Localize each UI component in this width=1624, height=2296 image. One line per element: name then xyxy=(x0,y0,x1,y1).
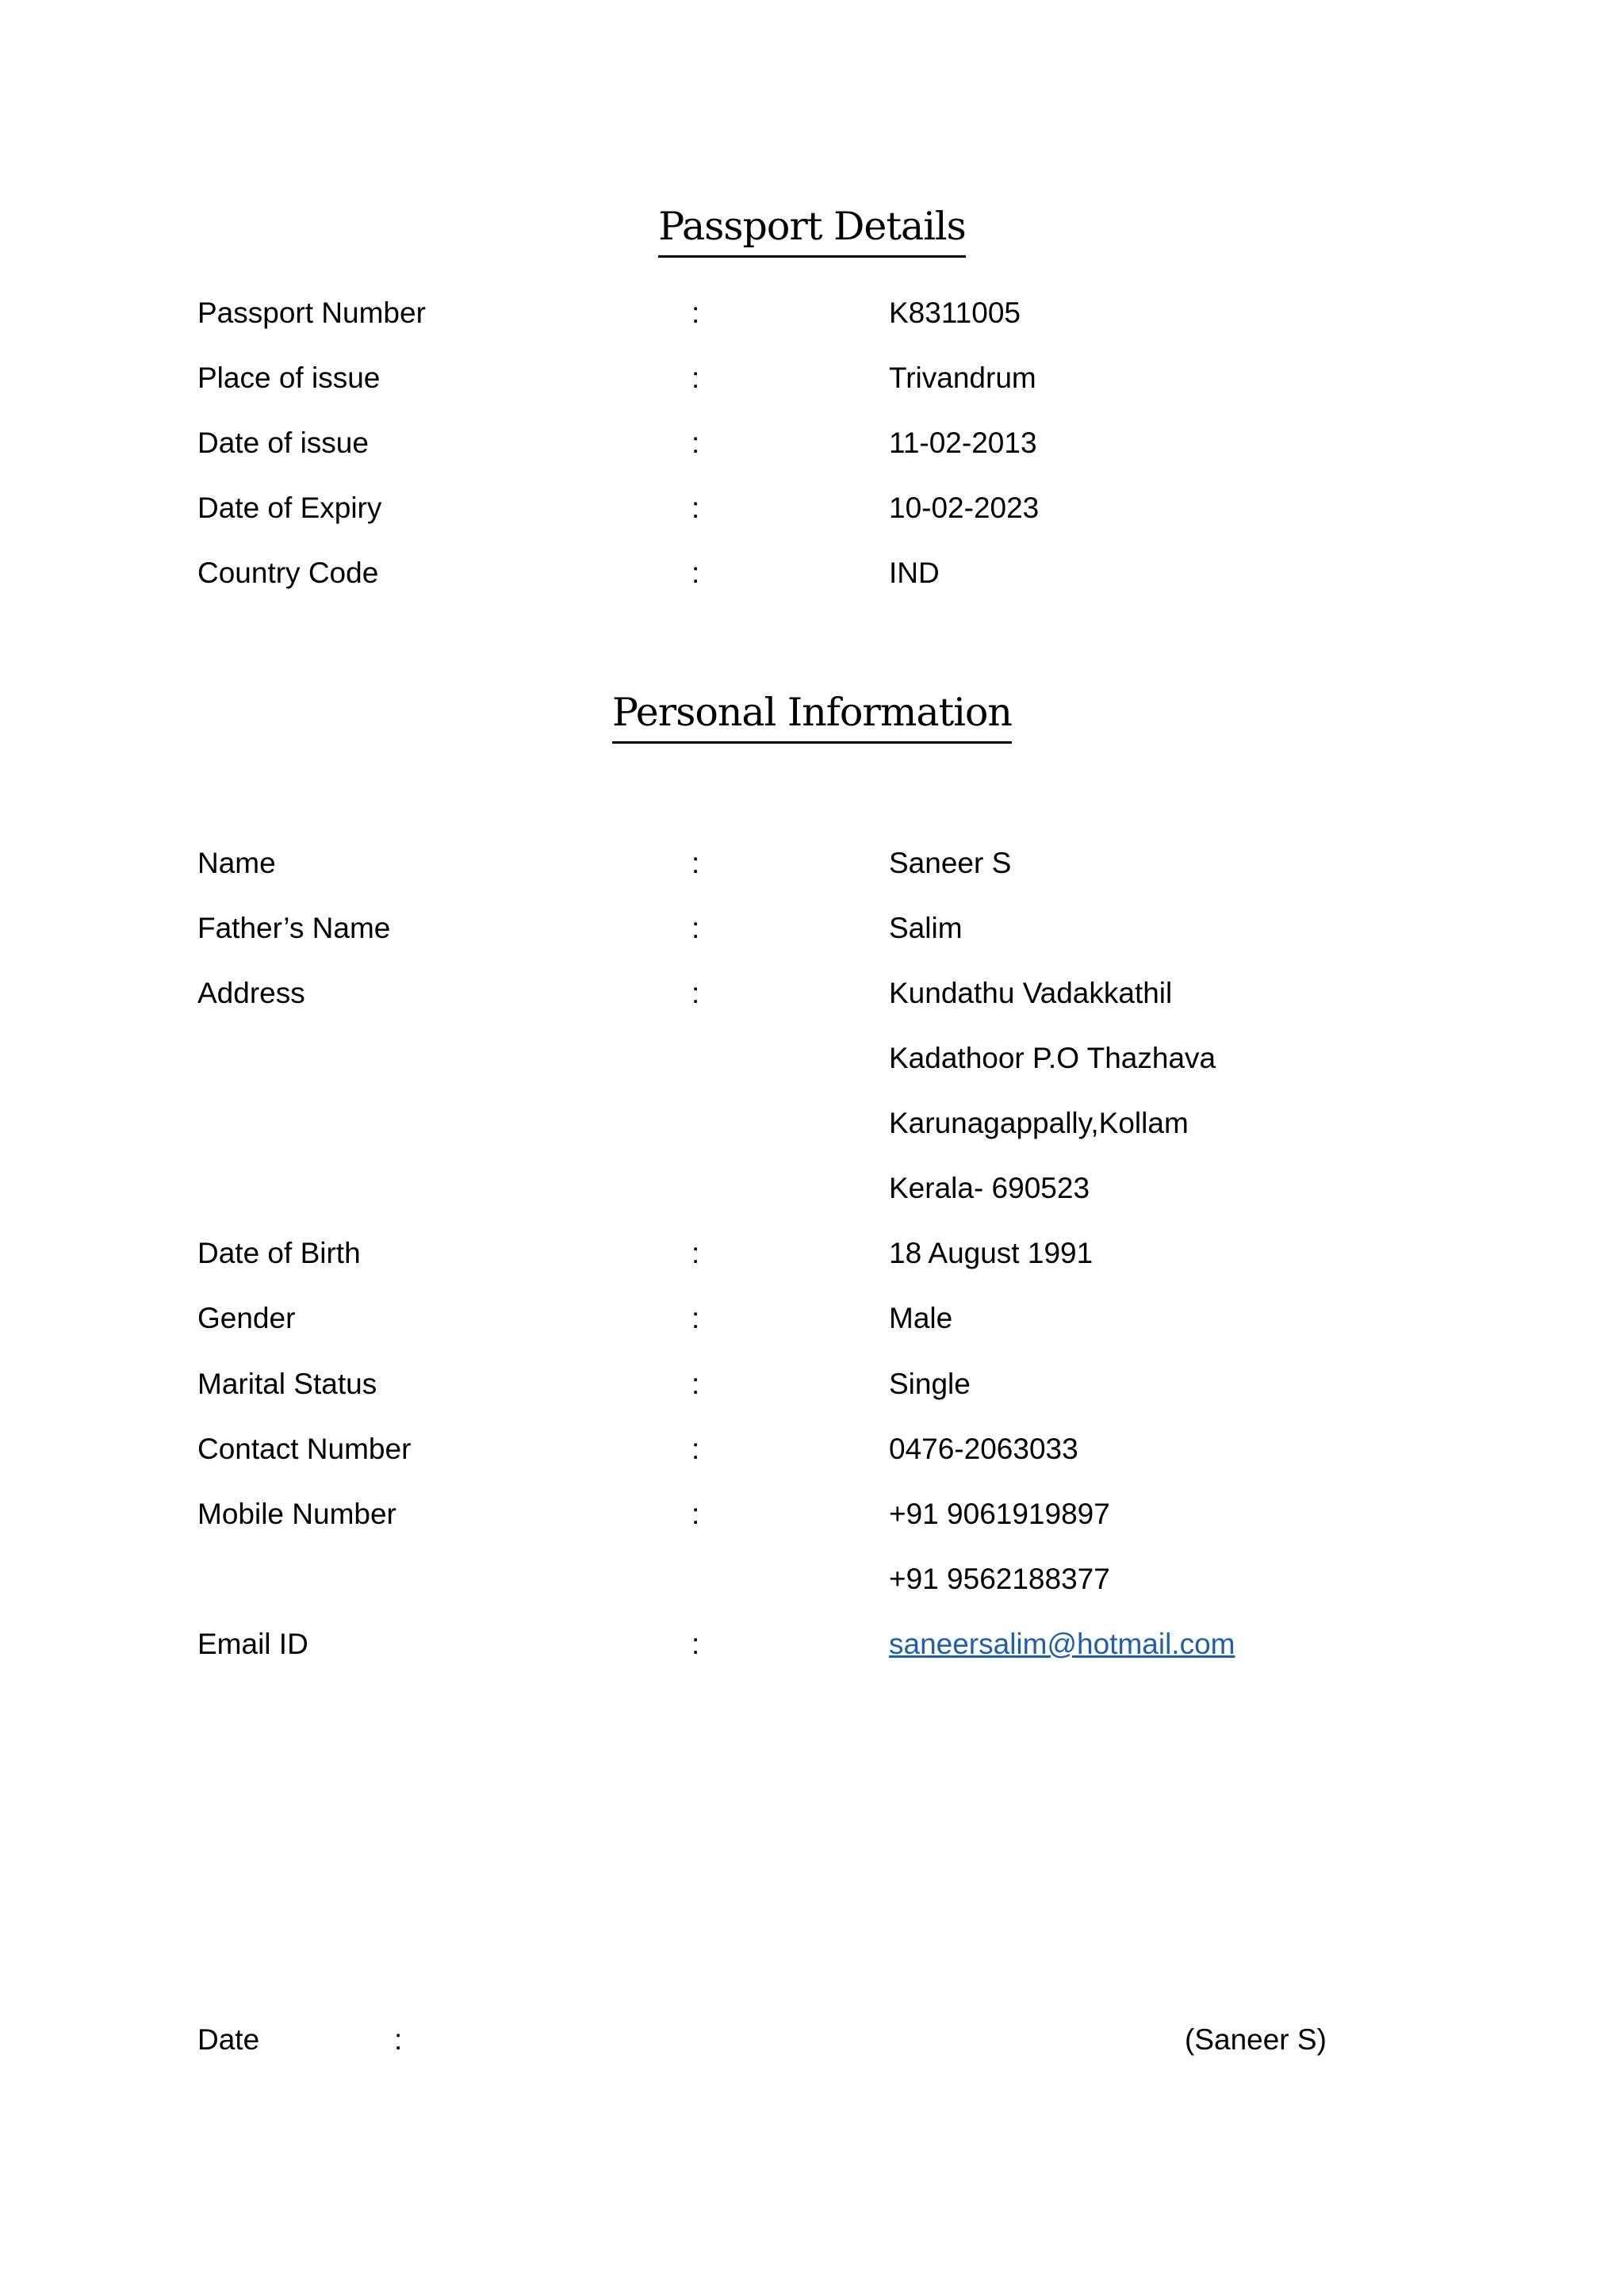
address-continuation-row xyxy=(0,1039,1624,1078)
name-label: Name xyxy=(197,847,276,879)
date-colon: : xyxy=(394,2023,403,2056)
row-colon: : xyxy=(691,297,700,329)
place-of-issue-label: Place of issue xyxy=(197,362,381,394)
mobile-number-value-2: +91 9562188377 xyxy=(889,1563,1110,1595)
contact-number-value: 0476-2063033 xyxy=(889,1433,1078,1465)
marital-status-row xyxy=(0,1364,1624,1404)
date-label: Date xyxy=(197,2023,260,2056)
marital-status-value: Single xyxy=(889,1368,971,1400)
date-of-birth-value: 18 August 1991 xyxy=(889,1237,1094,1269)
row-colon: : xyxy=(691,1498,700,1530)
row-colon: : xyxy=(691,362,700,394)
email-label: Email ID xyxy=(197,1628,308,1660)
country-code-row xyxy=(0,553,1624,593)
contact-number-row xyxy=(0,1429,1624,1469)
row-colon: : xyxy=(691,492,700,524)
country-code-value: IND xyxy=(889,557,940,589)
date-of-expiry-label: Date of Expiry xyxy=(197,492,382,524)
name-value: Saneer S xyxy=(889,847,1012,879)
row-colon: : xyxy=(691,1628,700,1660)
row-colon: : xyxy=(691,1368,700,1400)
row-colon: : xyxy=(691,977,700,1009)
passport-number-value: K8311005 xyxy=(889,297,1021,329)
mobile-number-continuation-row xyxy=(0,1559,1624,1599)
fathers-name-value: Salim xyxy=(889,912,963,944)
email-row xyxy=(0,1624,1624,1664)
place-of-issue-row xyxy=(0,358,1624,398)
personal-information-title: Personal Information xyxy=(612,689,1012,744)
email-link[interactable]: saneersalim@hotmail.com xyxy=(889,1628,1235,1660)
address-line-4: Kerala- 690523 xyxy=(889,1172,1090,1204)
passport-details-heading xyxy=(0,203,1624,258)
address-row xyxy=(0,974,1624,1013)
row-colon: : xyxy=(691,912,700,944)
row-colon: : xyxy=(691,847,700,879)
fathers-name-label: Father’s Name xyxy=(197,912,391,944)
gender-label: Gender xyxy=(197,1302,296,1334)
passport-details-title: Passport Details xyxy=(658,203,966,258)
address-label: Address xyxy=(197,977,305,1009)
row-colon: : xyxy=(691,427,700,459)
name-row xyxy=(0,844,1624,883)
mobile-number-row xyxy=(0,1494,1624,1534)
footer-row xyxy=(0,2020,1624,2060)
date-of-expiry-value: 10-02-2023 xyxy=(889,492,1040,524)
marital-status-label: Marital Status xyxy=(197,1368,377,1400)
fathers-name-row xyxy=(0,909,1624,948)
date-of-birth-row xyxy=(0,1234,1624,1273)
passport-number-row xyxy=(0,293,1624,333)
date-of-expiry-row xyxy=(0,488,1624,528)
mobile-number-label: Mobile Number xyxy=(197,1498,396,1530)
date-of-issue-value: 11-02-2013 xyxy=(889,427,1037,459)
gender-row xyxy=(0,1299,1624,1338)
date-of-birth-label: Date of Birth xyxy=(197,1237,361,1269)
address-line-2: Kadathoor P.O Thazhava xyxy=(889,1042,1216,1074)
row-colon: : xyxy=(691,1302,700,1334)
gender-value: Male xyxy=(889,1302,953,1334)
place-of-issue-value: Trivandrum xyxy=(889,362,1036,394)
address-continuation-row xyxy=(0,1104,1624,1143)
mobile-number-value-1: +91 9061919897 xyxy=(889,1498,1110,1530)
row-colon: : xyxy=(691,1433,700,1465)
address-line-3: Karunagappally,Kollam xyxy=(889,1107,1189,1139)
date-of-issue-row xyxy=(0,423,1624,463)
date-of-issue-label: Date of issue xyxy=(197,427,369,459)
country-code-label: Country Code xyxy=(197,557,379,589)
signature-name: (Saneer S) xyxy=(1185,2023,1327,2056)
row-colon: : xyxy=(691,557,700,589)
address-continuation-row xyxy=(0,1169,1624,1208)
passport-number-label: Passport Number xyxy=(197,297,426,329)
contact-number-label: Contact Number xyxy=(197,1433,412,1465)
address-line-1: Kundathu Vadakkathil xyxy=(889,977,1173,1009)
row-colon: : xyxy=(691,1237,700,1269)
personal-information-heading xyxy=(0,689,1624,744)
